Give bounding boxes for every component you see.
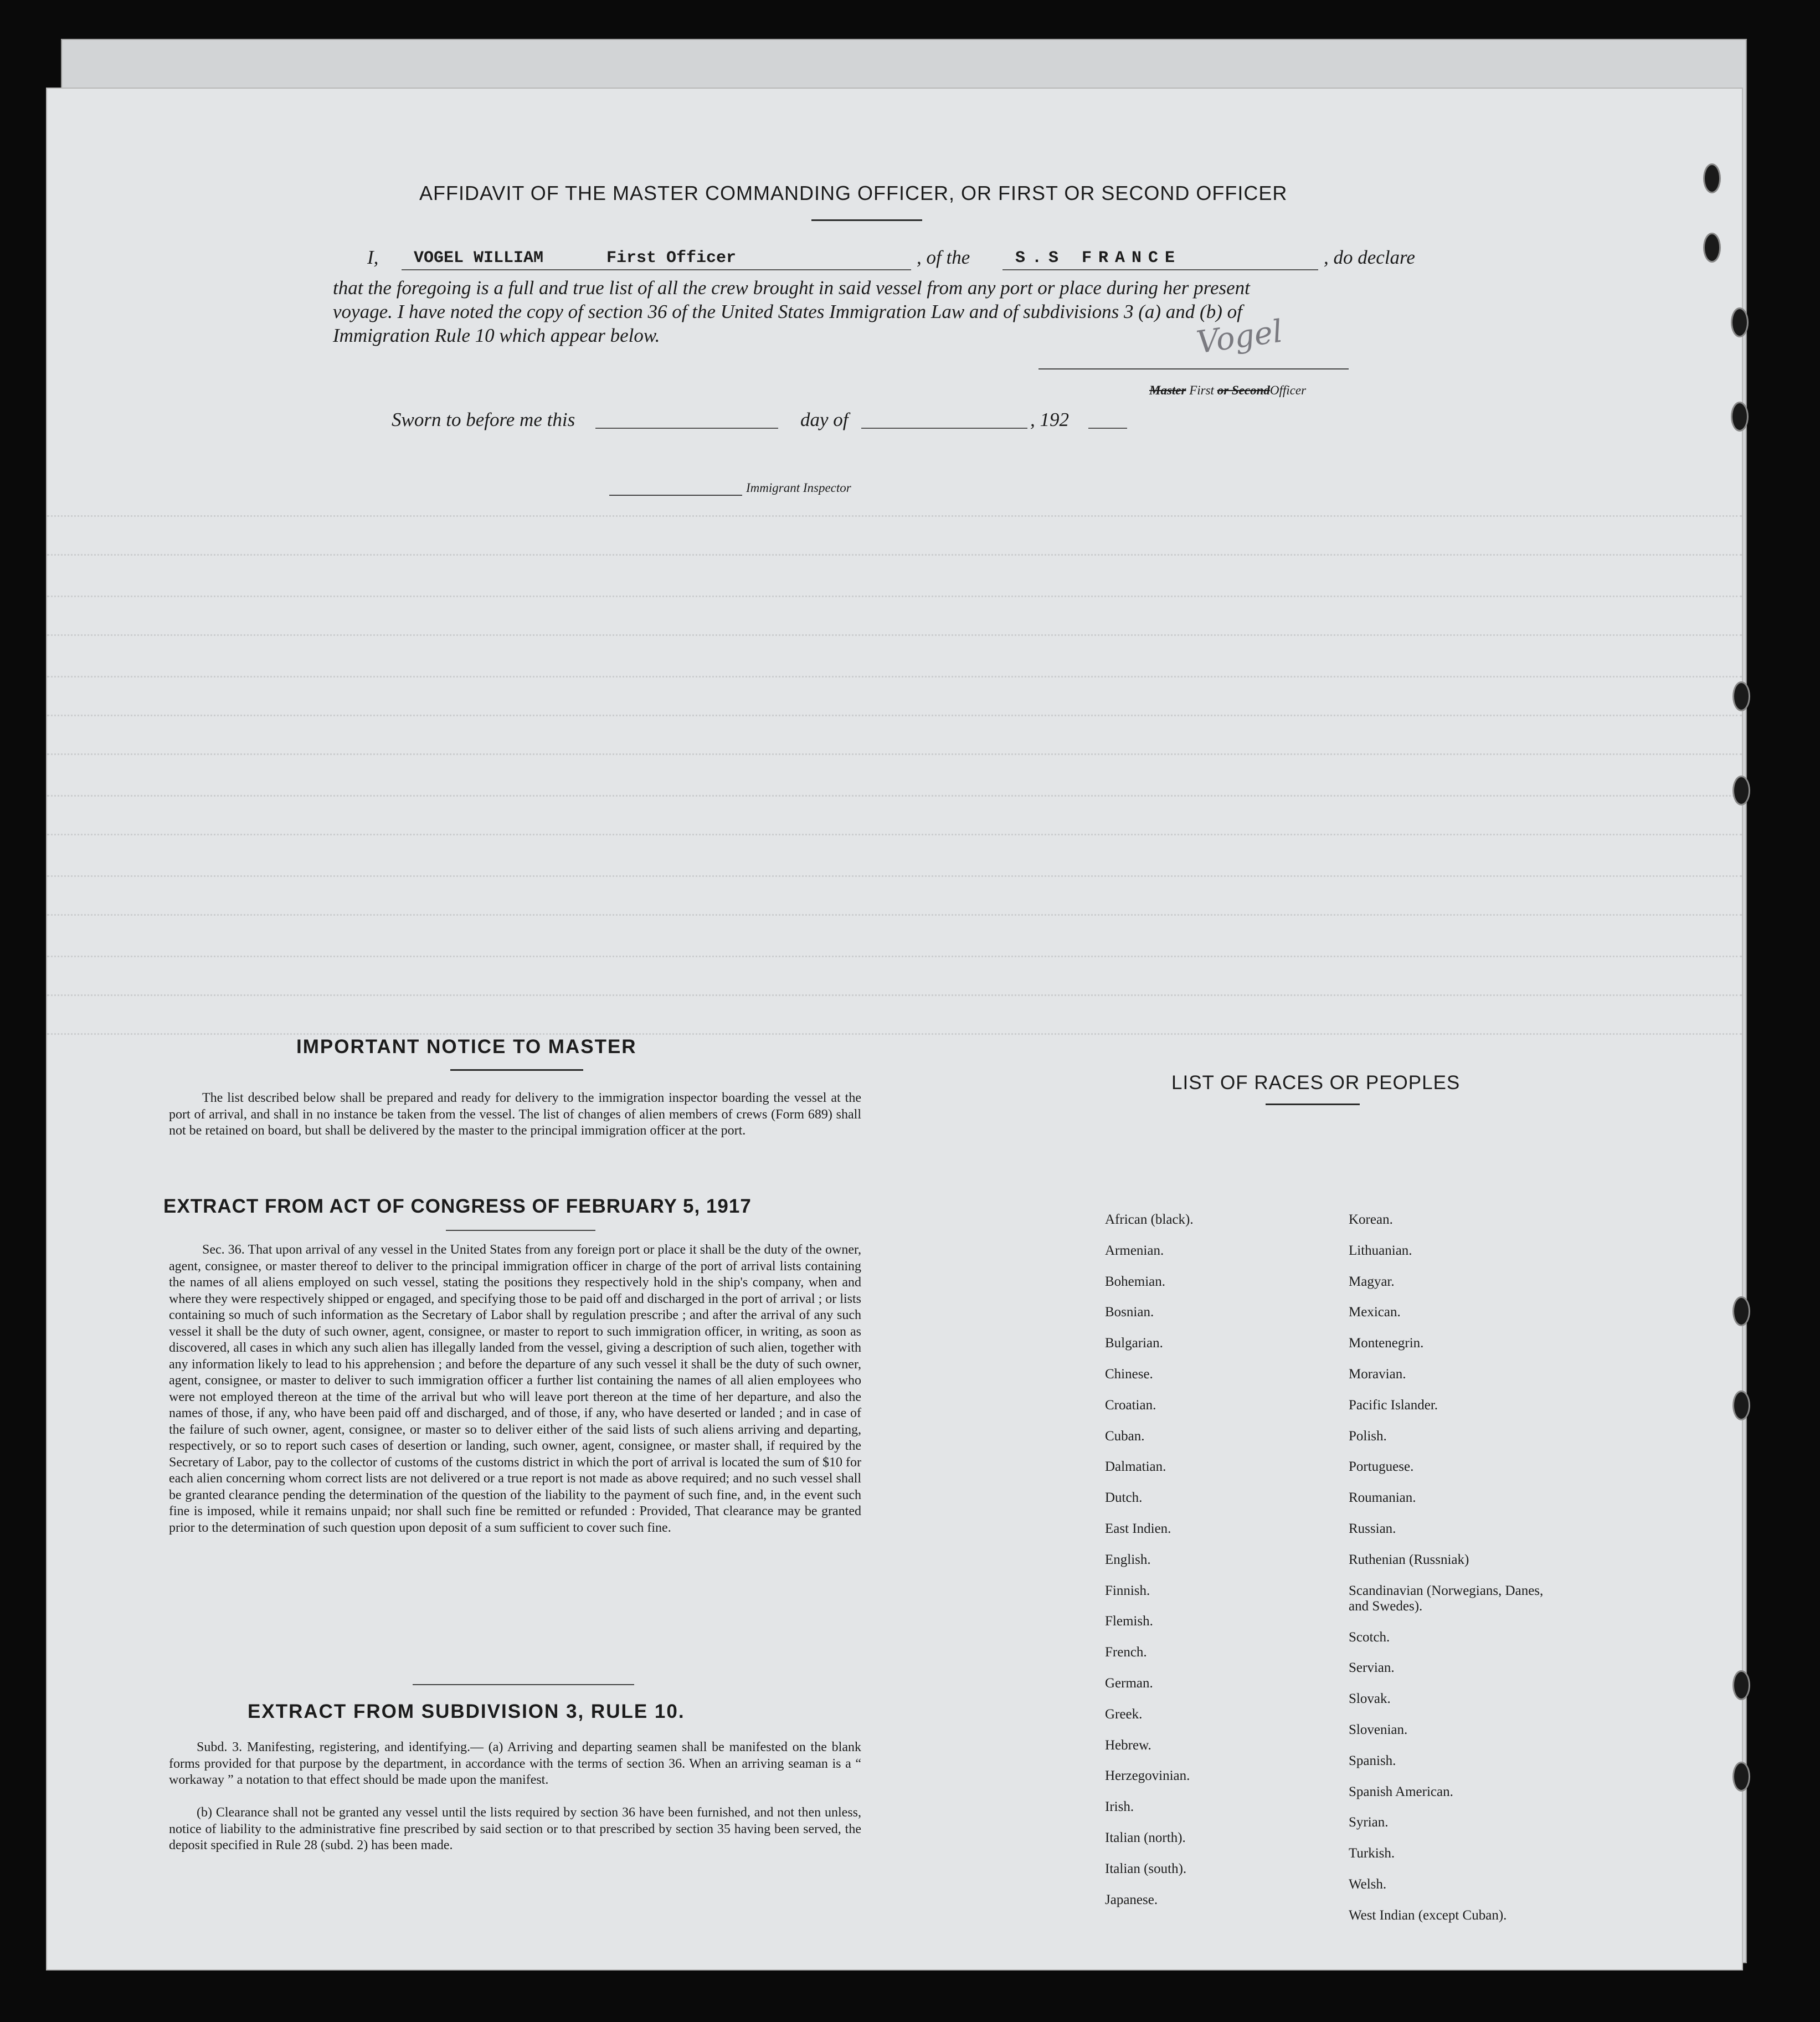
- bleed-through-row: [47, 834, 1742, 838]
- notice-heading: IMPORTANT NOTICE TO MASTER: [296, 1036, 637, 1058]
- bleed-through-row: [47, 795, 1742, 799]
- race-item: Russian.: [1349, 1521, 1396, 1536]
- bleed-through-row: [47, 515, 1742, 519]
- binder-hole: [1703, 163, 1721, 193]
- race-item: African (black).: [1105, 1212, 1194, 1227]
- bleed-through-row: [47, 554, 1742, 558]
- declarant-blank: [402, 269, 911, 270]
- notice-underline: [450, 1069, 583, 1071]
- race-item: Mexican.: [1349, 1305, 1401, 1320]
- signature-line: [1038, 368, 1349, 369]
- race-item: Roumanian.: [1349, 1490, 1416, 1506]
- race-item: Cuban.: [1105, 1428, 1145, 1444]
- affidavit-body-line3: Immigration Rule 10 which appear below.: [333, 325, 660, 346]
- race-item: Italian (north).: [1105, 1830, 1186, 1845]
- bleed-through-row: [47, 753, 1742, 757]
- race-item: Welsh.: [1349, 1877, 1387, 1892]
- binder-hole: [1703, 233, 1721, 263]
- race-item: English.: [1105, 1552, 1151, 1567]
- race-item: West Indian (except Cuban).: [1349, 1907, 1507, 1923]
- race-item: Lithuanian.: [1349, 1243, 1412, 1258]
- officer-signature: Vogel: [1194, 313, 1285, 361]
- race-item: Dalmatian.: [1105, 1459, 1166, 1475]
- race-item: Irish.: [1105, 1799, 1134, 1815]
- race-item: French.: [1105, 1645, 1147, 1660]
- sworn-day-blank: [595, 428, 778, 429]
- binder-hole: [1732, 776, 1750, 805]
- race-item: Magyar.: [1349, 1274, 1395, 1289]
- declarant-name: VOGEL WILLIAM: [414, 249, 544, 268]
- race-item: Finnish.: [1105, 1583, 1150, 1598]
- race-item: Moravian.: [1349, 1367, 1406, 1382]
- race-item: Scandinavian (Norwegians, Danes, and Swedes).: [1349, 1583, 1544, 1614]
- race-item: Syrian.: [1349, 1815, 1389, 1830]
- binder-hole: [1732, 681, 1750, 711]
- act-underline: [446, 1230, 595, 1231]
- race-item: Bulgarian.: [1105, 1336, 1163, 1351]
- affidavit-body-line2: voyage. I have noted the copy of section 36 of the United States Immigration Law and of subdivisions 3 (a) and (b) of: [333, 301, 1242, 322]
- affidavit-title: AFFIDAVIT OF THE MASTER COMMANDING OFFICER, OR FIRST OR SECOND OFFICER: [419, 182, 1288, 204]
- binder-hole: [1731, 402, 1749, 432]
- race-item: Polish.: [1349, 1428, 1387, 1444]
- bleed-through-row: [47, 914, 1742, 918]
- race-item: Bosnian.: [1105, 1305, 1154, 1320]
- sworn-text: Sworn to before me this: [392, 409, 575, 430]
- race-item: Italian (south).: [1105, 1861, 1187, 1876]
- vessel-blank: [1002, 269, 1318, 270]
- notice-body: The list described below shall be prepared and ready for delivery to the immigration inspector boarding the vessel at the port of arrival, and shall in no instance be taken from the vessel. The list of changes of alien members of crews (Form 689) shall not be retained on board, but shall be delivered by the master to the principal immigration officer at the port.: [169, 1091, 861, 1138]
- binder-hole: [1732, 1762, 1750, 1792]
- race-item: Portuguese.: [1349, 1459, 1414, 1475]
- title-underline: [811, 219, 922, 221]
- race-item: Bohemian.: [1105, 1274, 1166, 1289]
- race-item: Armenian.: [1105, 1243, 1164, 1258]
- race-item: Slovak.: [1349, 1691, 1391, 1707]
- binder-hole: [1731, 307, 1749, 337]
- day-of-label: day of: [800, 409, 849, 430]
- rule-para-a: Subd. 3. Manifesting, registering, and identifying.— (a) Arriving and departing seamen shall be manifested on the blank forms provided for that purpose by the department, in accordance with the terms of section 36. When an arriving seaman is a “ workaway ” a notation to that effect should be made upon the manifest.: [169, 1740, 861, 1787]
- officer-first: First: [1189, 383, 1214, 397]
- race-item: Greek.: [1105, 1706, 1143, 1722]
- race-item: Scotch.: [1349, 1629, 1390, 1645]
- binder-hole: [1732, 1670, 1750, 1700]
- race-item: Ruthenian (Russniak): [1349, 1552, 1469, 1567]
- race-item: Turkish.: [1349, 1846, 1395, 1861]
- race-item: East Indien.: [1105, 1521, 1171, 1536]
- race-item: Herzegovinian.: [1105, 1768, 1190, 1784]
- of-the-label: , of the: [917, 247, 970, 268]
- do-declare-label: , do declare: [1324, 247, 1415, 268]
- declarant-prefix: I,: [367, 247, 379, 268]
- binder-hole: [1732, 1390, 1750, 1420]
- race-item: Servian.: [1349, 1660, 1395, 1676]
- race-item: Slovenian.: [1349, 1722, 1408, 1737]
- race-item: Chinese.: [1105, 1367, 1153, 1382]
- binder-hole: [1732, 1296, 1750, 1326]
- rule-para-b: (b) Clearance shall not be granted any vessel until the lists required by section 36 have been furnished, and not then unless, notice of liability to the administrative fine prescribed by said section or to that prescribed by section 35 having been served, the deposit specified in Rule 28 (subd. 2) has been made.: [169, 1805, 861, 1852]
- affidavit-page: [47, 89, 1742, 1969]
- bleed-through-row: [47, 715, 1742, 719]
- officer-second-struck: or Second: [1217, 383, 1270, 397]
- race-item: Spanish American.: [1349, 1784, 1453, 1799]
- declarant-rank: First Officer: [606, 249, 737, 268]
- rule-heading: EXTRACT FROM SUBDIVISION 3, RULE 10.: [248, 1701, 685, 1722]
- affidavit-body-line1: that the foregoing is a full and true list of all the crew brought in said vessel from any port or place during her present: [333, 277, 1250, 299]
- inspector-label: Immigrant Inspector: [746, 481, 851, 495]
- vessel-name: S.S FRANCE: [1015, 249, 1182, 268]
- officer-master-struck: Master: [1149, 383, 1186, 397]
- inspector-signature-line: [609, 495, 742, 496]
- race-item: Japanese.: [1105, 1892, 1158, 1907]
- race-item: Flemish.: [1105, 1614, 1153, 1629]
- bleed-through-row: [47, 875, 1742, 879]
- sworn-month-blank: [861, 428, 1027, 429]
- officer-title-line: [1149, 383, 1306, 398]
- race-item: Pacific Islander.: [1349, 1397, 1438, 1413]
- race-item: Hebrew.: [1105, 1737, 1151, 1753]
- bleed-through-row: [47, 596, 1742, 599]
- officer-suffix: Officer: [1269, 383, 1307, 397]
- bleed-through-row: [47, 994, 1742, 998]
- bleed-through-row: [47, 676, 1742, 680]
- year-label: , 192: [1030, 409, 1069, 430]
- act-heading: EXTRACT FROM ACT OF CONGRESS OF FEBRUARY 5, 1917: [163, 1195, 752, 1217]
- rule-separator: [413, 1684, 634, 1685]
- bleed-through-row: [47, 634, 1742, 638]
- race-item: Montenegrin.: [1349, 1336, 1424, 1351]
- races-heading: LIST OF RACES OR PEOPLES: [1171, 1072, 1461, 1094]
- race-item: Spanish.: [1349, 1753, 1396, 1768]
- race-item: Croatian.: [1105, 1397, 1156, 1413]
- bleed-through-row: [47, 956, 1742, 959]
- sworn-year-blank: [1088, 428, 1127, 429]
- race-item: Dutch.: [1105, 1490, 1143, 1506]
- race-item: German.: [1105, 1676, 1153, 1691]
- races-underline: [1266, 1104, 1360, 1105]
- act-section-36: Sec. 36. That upon arrival of any vessel in the United States from any foreign port or place it shall be the duty of the owner, agent, consignee, or master thereof to deliver to the principal immigration officer in charge of the port of arrival lists containing the names of all aliens employed on such vessel, stating the positions they respectively hold in the ship's company, when and where they were respectively shipped or engaged, and specifying those to be paid off and discharged in the port of arrival ; or lists containing so much of such information as the Secretary of Labor shall by regulation prescribe ; and after the arrival of any such vessel it shall be the duty of such owner, agent, consignee, or master to report to such immigration officer, in writing, as soon as discovered, all cases in which any such alien has illegally landed from the vessel, giving a description of such alien, together with any information likely to lead to his apprehension ; and before the departure of any such vessel it shall be the duty of such owner, agent, consignee, or master to deliver to such immigration officer a further list containing the names of all alien employees who were not employed thereon at the time of the arrival but who will leave port thereon at the time of her departure, and also the names of those, if any, who have been paid off and discharged, and of those, if any, who have deserted or landed ; and in case of the failure of such owner, agent, consignee, or master so to deliver either of the said lists of such aliens arriving and departing, respectively, or so to report such cases of desertion or landing, such owner, agent, consignee, or master shall, if required by the Secretary of Labor, pay to the collector of customs of the customs district in which the port of arrival is located the sum of $10 for each alien concerning whom correct lists are not delivered or a true report is not made as above required; and no such vessel shall be granted clearance pending the determination of the question of the liability to the payment of such fine, and, in the event such fine is imposed, while it remains unpaid; nor shall such fine be remitted or refunded : Provided, That clearance may be granted prior to the determination of such question upon deposit of a sum sufficient to cover such fine.: [169, 1243, 861, 1535]
- race-item: Korean.: [1349, 1212, 1393, 1227]
